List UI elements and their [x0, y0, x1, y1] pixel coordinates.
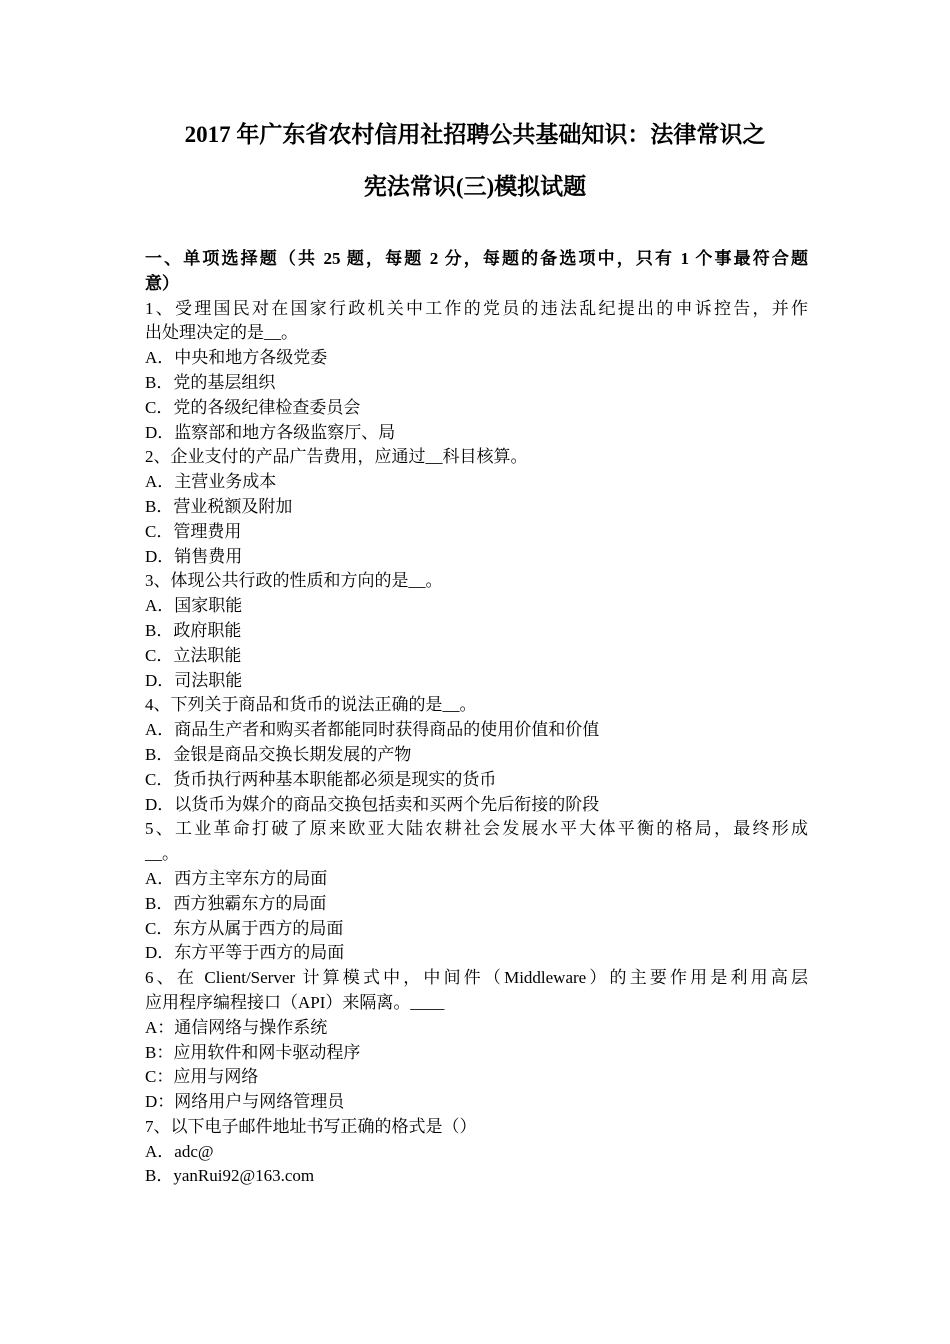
- question-3: [145, 569, 808, 693]
- question-2: [145, 445, 808, 569]
- question-stem-line: 3、体现公共行政的性质和方向的是__。: [145, 571, 443, 591]
- question-stem-line: 7、以下电子邮件地址书写正确的格式是（）: [145, 1116, 477, 1136]
- answer-option: A．主营业务成本: [145, 472, 277, 492]
- answer-option: B．西方独霸东方的局面: [145, 893, 327, 913]
- question-stem-line: 2、企业支付的产品广告费用，应通过__科目核算。: [145, 447, 528, 467]
- question-1: [145, 297, 808, 446]
- answer-option: C：应用与网络: [145, 1067, 259, 1087]
- answer-option: C．货币执行两种基本职能都必须是现实的货币: [145, 769, 497, 789]
- answer-option: B．党的基层组织: [145, 372, 276, 392]
- answer-option: D．监察部和地方各级监察厅、局: [145, 422, 396, 442]
- question-stem-line: 1、受理国民对在国家行政机关中工作的党员的违法乱纪提出的申诉控告，并作: [145, 298, 808, 318]
- question-stem-line: 应用程序编程接口（API）来隔离。____: [145, 992, 445, 1012]
- answer-option: C．党的各级纪律检查委员会: [145, 397, 361, 417]
- answer-option: B．yanRui92@163.com: [145, 1166, 315, 1186]
- question-4: [145, 693, 808, 817]
- answer-option: A．国家职能: [145, 596, 243, 616]
- answer-option: A．adc@: [145, 1141, 214, 1161]
- answer-option: D．司法职能: [145, 670, 243, 690]
- answer-option: A：通信网络与操作系统: [145, 1017, 328, 1037]
- question-stem-line: __。: [145, 844, 179, 864]
- answer-option: B．金银是商品交换长期发展的产物: [145, 744, 412, 764]
- question-stem-line: 出处理决定的是__。: [145, 323, 298, 343]
- question-7: [145, 1115, 808, 1189]
- answer-option: C．立法职能: [145, 645, 242, 665]
- answer-option: A．商品生产者和购买者都能同时获得商品的使用价值和价值: [145, 720, 600, 740]
- document-body: [145, 247, 808, 1189]
- question-6: [145, 966, 808, 1115]
- answer-option: A．中央和地方各级党委: [145, 348, 328, 368]
- question-5: [145, 817, 808, 966]
- section-heading-line-1: 一、单项选择题（共 25 题，每题 2 分，每题的备选项中，只有 1 个事最符合题: [145, 249, 808, 268]
- question-stem-line: 5、工业革命打破了原来欧亚大陆农耕社会发展水平大体平衡的格局，最终形成: [145, 819, 808, 839]
- answer-option: C．管理费用: [145, 521, 242, 541]
- section-heading-line-2: 意）: [145, 273, 179, 293]
- answer-option: D．以货币为媒介的商品交换包括卖和买两个先后衔接的阶段: [145, 794, 600, 814]
- answer-option: D：网络用户与网络管理员: [145, 1092, 345, 1112]
- question-stem-line: 6、在 Client/Server 计算模式中，中间件（Middleware）的主要作用是利用高层: [145, 968, 808, 988]
- document-title-line-2: 宪法常识(三)模拟试题: [363, 174, 587, 199]
- answer-option: B：应用软件和网卡驱动程序: [145, 1042, 361, 1062]
- answer-option: B．营业税额及附加: [145, 496, 293, 516]
- answer-option: B．政府职能: [145, 620, 242, 640]
- answer-option: A．西方主宰东方的局面: [145, 868, 328, 888]
- answer-option: D．销售费用: [145, 546, 243, 566]
- question-stem-line: 4、下列关于商品和货币的说法正确的是__。: [145, 695, 477, 715]
- answer-option: C．东方从属于西方的局面: [145, 918, 344, 938]
- document-title-line-1: 2017 年广东省农村信用社招聘公共基础知识：法律常识之: [184, 122, 766, 147]
- answer-option: D．东方平等于西方的局面: [145, 943, 345, 963]
